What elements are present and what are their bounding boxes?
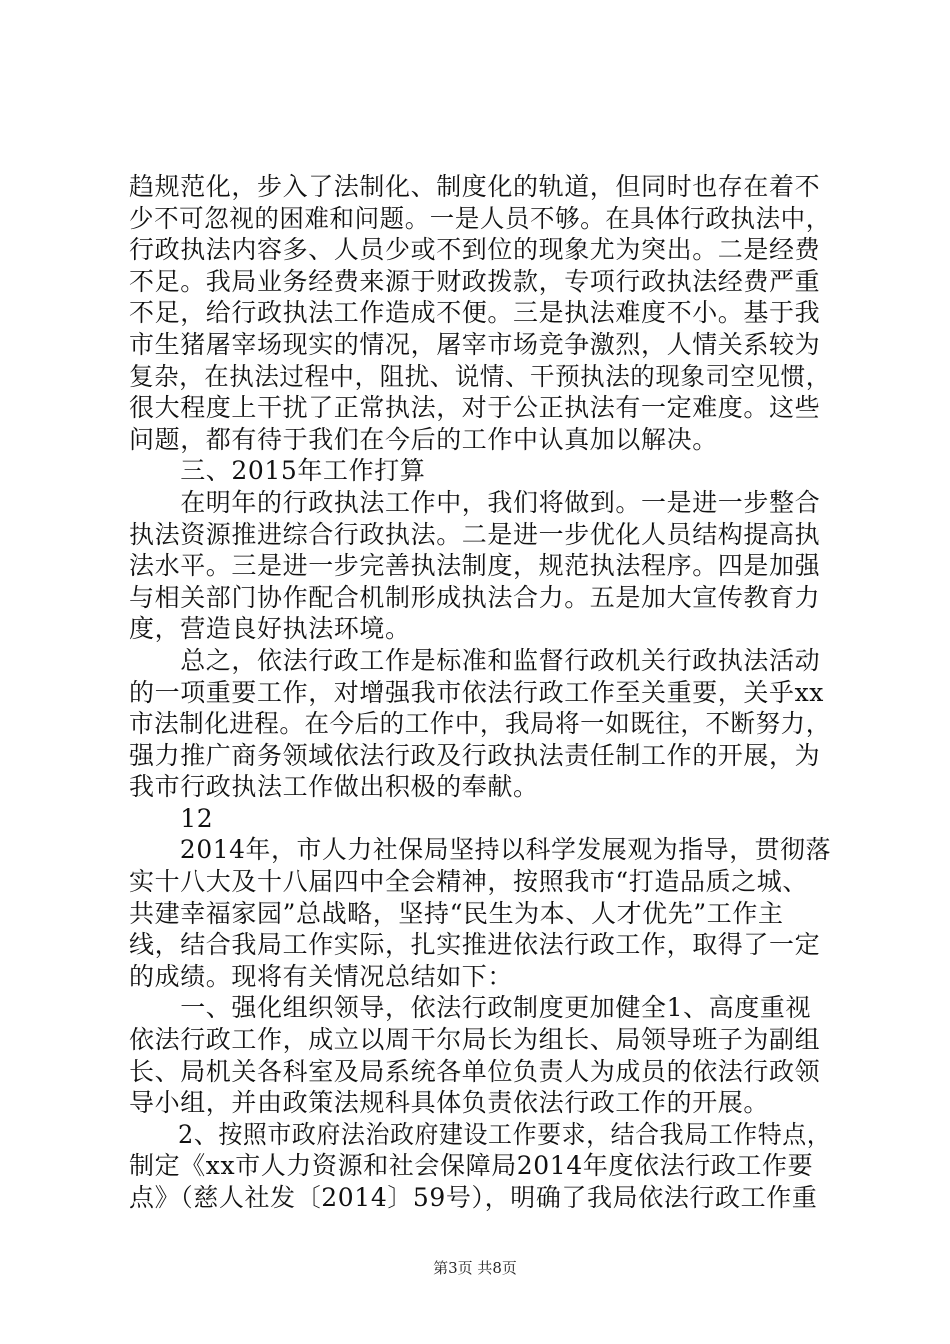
text-line: 法水平。三是进一步完善执法制度，规范执法程序。四是加强 (129, 551, 821, 581)
text-line: 长、局机关各科室及局系统各单位负责人为成员的依法行政领 (129, 1056, 821, 1086)
text-line: 导小组，并由政策法规科具体负责依法行政工作的开展。 (129, 1088, 770, 1118)
text-line: 共建幸福家园”总战略，坚持“民生为本、人才优先”工作主 (129, 898, 784, 928)
body-text (129, 171, 831, 1214)
text-line: 与相关部门协作配合机制形成执法合力。五是加大宣传教育力 (129, 582, 821, 612)
text-line: 总之，依法行政工作是标准和监督行政机关行政执法活动 (129, 645, 821, 675)
text-line: 少不可忽视的困难和问题。一是人员不够。在具体行政执法中， (129, 203, 831, 233)
text-line: 的一项重要工作，对增强我市依法行政工作至关重要，关乎xx (129, 677, 825, 707)
text-line: 点》（慈人社发〔2014〕59号），明确了我局依法行政工作重 (129, 1183, 818, 1212)
text-line: 2014年，市人力社保局坚持以科学发展观为指导，贯彻落 (129, 835, 832, 865)
page-footer: 第3页 共8页 (433, 1259, 517, 1277)
text-line: 执法资源推进综合行政执法。二是进一步优化人员结构提高执 (129, 519, 821, 549)
text-line: 市法制化进程。在今后的工作中，我局将一如既往，不断努力， (129, 709, 831, 739)
text-line: 三、2015年工作打算 (129, 456, 426, 486)
text-line: 不足。我局业务经费来源于财政拨款，专项行政执法经费严重 (129, 266, 821, 296)
text-line: 2、按照市政府法治政府建设工作要求，结合我局工作特点， (129, 1119, 832, 1149)
text-line: 依法行政工作，成立以周干尔局长为组长、局领导班子为副组 (129, 1025, 821, 1055)
text-line: 线，结合我局工作实际，扎实推进依法行政工作，取得了一定 (129, 930, 821, 960)
text-line: 问题，都有待于我们在今后的工作中认真加以解决。 (129, 424, 718, 454)
text-line: 度，营造良好执法环境。 (129, 614, 411, 644)
text-line: 在明年的行政执法工作中，我们将做到。一是进一步整合 (129, 487, 821, 517)
text-line: 实十八大及十八届四中全会精神，按照我市“打造品质之城、 (129, 867, 808, 897)
text-line: 市生猪屠宰场现实的情况，屠宰市场竞争激烈，人情关系较为 (129, 329, 821, 359)
text-line: 制定《xx市人力资源和社会保障局2014年度依法行政工作要 (129, 1151, 814, 1181)
text-line: 12 (129, 803, 214, 833)
text-line: 很大程度上干扰了正常执法，对于公正执法有一定难度。这些 (129, 393, 821, 423)
text-line: 我市行政执法工作做出积极的奉献。 (129, 772, 539, 802)
text-line: 一、强化组织领导，依法行政制度更加健全1、高度重视 (129, 993, 812, 1023)
text-line: 强力推广商务领域依法行政及行政执法责任制工作的开展，为 (129, 740, 821, 770)
text-line: 不足，给行政执法工作造成不便。三是执法难度不小。基于我 (129, 298, 821, 328)
text-line: 复杂，在执法过程中，阻扰、说情、干预执法的现象司空见惯， (129, 361, 831, 391)
text-line: 趋规范化，步入了法制化、制度化的轨道，但同时也存在着不 (129, 172, 821, 201)
text-line: 行政执法内容多、人员少或不到位的现象尤为突出。二是经费 (129, 235, 821, 265)
text-line: 的成绩。现将有关情况总结如下： (129, 961, 514, 991)
